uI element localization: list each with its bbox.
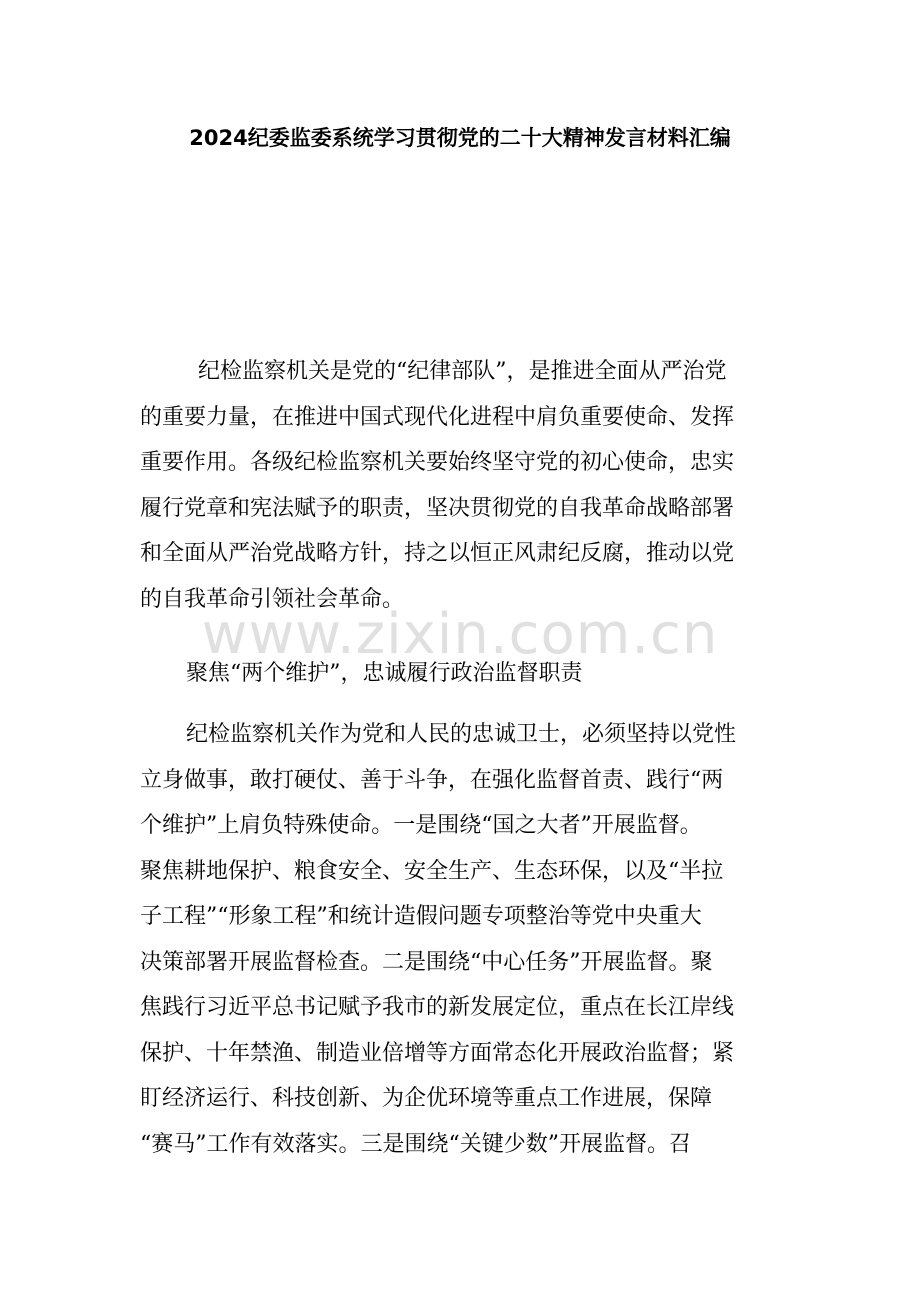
document-title: 2024纪委监委系统学习贯彻党的二十大精神发言材料汇编 xyxy=(189,126,731,150)
text-line: 个维护”上肩负特殊使命。一是围绕“国之大者”开展监督。 xyxy=(140,813,702,838)
text-line: 纪检监察机关是党的“纪律部队”，是推进全面从严治党 xyxy=(198,359,727,384)
paragraph-intro xyxy=(140,349,780,622)
text-line: 的重要力量，在推进中国式现代化进程中肩负重要使命、发挥 xyxy=(140,404,735,430)
text-line: 盯经济运行、科技创新、为企优环境等重点工作进展，保障 xyxy=(140,1086,713,1111)
text-line: 履行党章和宪法赋予的职责，坚决贯彻党的自我革命战略部署 xyxy=(140,495,735,521)
section-heading xyxy=(140,651,780,697)
text-line: 决策部署开展监督检查。二是围绕“中心任务”开展监督。聚 xyxy=(140,949,713,975)
section-heading-text: 聚焦“两个维护”，忠诚履行政治监督职责 xyxy=(186,661,583,686)
text-line: 子工程”“形象工程”和统计造假问题专项整治等党中央重大 xyxy=(140,904,702,929)
text-line: 和全面从严治党战略方针，持之以恒正风肃纪反腐，推动以党 xyxy=(140,541,735,566)
paragraph-political-supervision xyxy=(140,712,780,1167)
text-line: 的自我革命引领社会革命。 xyxy=(140,586,405,612)
text-line: 保护、十年禁渔、制造业倍增等方面常态化开展政治监督；紧 xyxy=(140,1040,735,1066)
text-line: “赛马”工作有效落实。三是围绕“关键少数”开展监督。召 xyxy=(140,1131,691,1157)
text-line: 立身做事，敢打硬仗、善于斗争，在强化监督首责、践行“两 xyxy=(140,767,724,793)
watermark: www.zixin.com.cn xyxy=(201,602,719,667)
text-line: 纪检监察机关作为党和人民的忠诚卫士，必须坚持以党性 xyxy=(186,722,737,747)
text-line: 重要作用。各级纪检监察机关要始终坚守党的初心使命，忠实 xyxy=(140,450,735,475)
text-line: 聚焦耕地保护、粮食安全、安全生产、生态环保，以及“半拉 xyxy=(140,858,724,884)
text-line: 焦践行习近平总书记赋予我市的新发展定位，重点在长江岸线 xyxy=(140,995,735,1020)
